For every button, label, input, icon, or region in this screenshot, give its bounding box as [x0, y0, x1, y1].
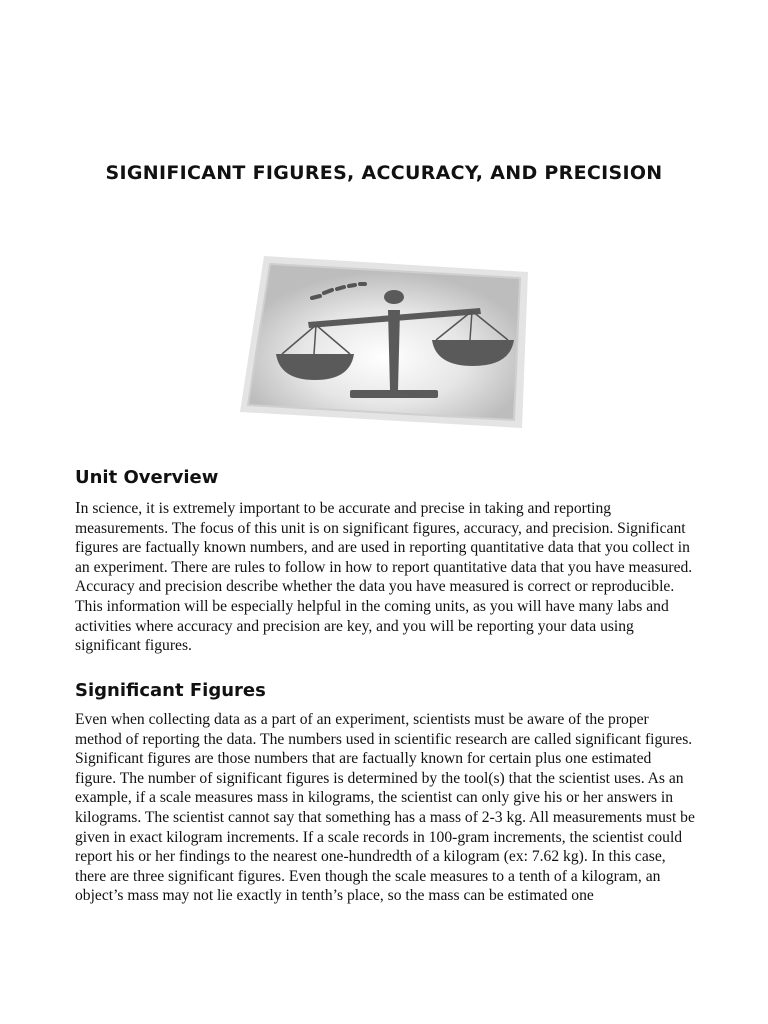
paragraph-text: n science, it is extremely important to be accurate and precise in taking and reporting measurements. The focus of this unit is on significant figures, accuracy, and precision. Significant figures are factually known numbers, and are used in reporting quantitative data that you collect in an experiment. There are rules to follow in how to report quantitative data that you have measured. Accuracy and precision describe whether the data you have measured is correct or reproducible. This information will be especially helpful in the coming units, as you will have many labs and activities where accuracy and precision are key, and you will be reporting your data using significant figures. — [75, 500, 693, 655]
page-title: SIGNIFICANT FIGURES, ACCURACY, AND PRECISION — [105, 162, 663, 184]
section-heading-significant-figures: Significant Figures — [75, 680, 266, 701]
unit-overview-paragraph — [75, 498, 695, 656]
significant-figures-paragraph: Even when collecting data as a part of an experiment, scientists must be aware of the proper method of reporting the data. The numbers used in scientific research are called significant figures. Significant figures are those numbers that are factually known for certain plus one estimated figure. The number of significant figures is determined by the tool(s) that the scientist uses. As an example, if a scale measures mass in kilograms, the scientist can only give his or her answers in kilograms. The scientist cannot say that something has a mass of 2-3 kg. All measurements must be given in exact kilogram increments. If a scale records in 100-gram increments, the scientist could report his or her findings to the nearest one-hundredth of a kilogram (ex: 7.62 kg). In this case, there are three significant figures. Even though the scale measures to a tenth of a kilogram, an object’s mass may not lie exactly in tenth’s place, so the mass can be estimated one — [75, 711, 695, 905]
drop-cap-letter: I — [75, 498, 81, 517]
section-heading-unit-overview: Unit Overview — [75, 467, 219, 488]
balance-scale-icon — [238, 252, 530, 432]
